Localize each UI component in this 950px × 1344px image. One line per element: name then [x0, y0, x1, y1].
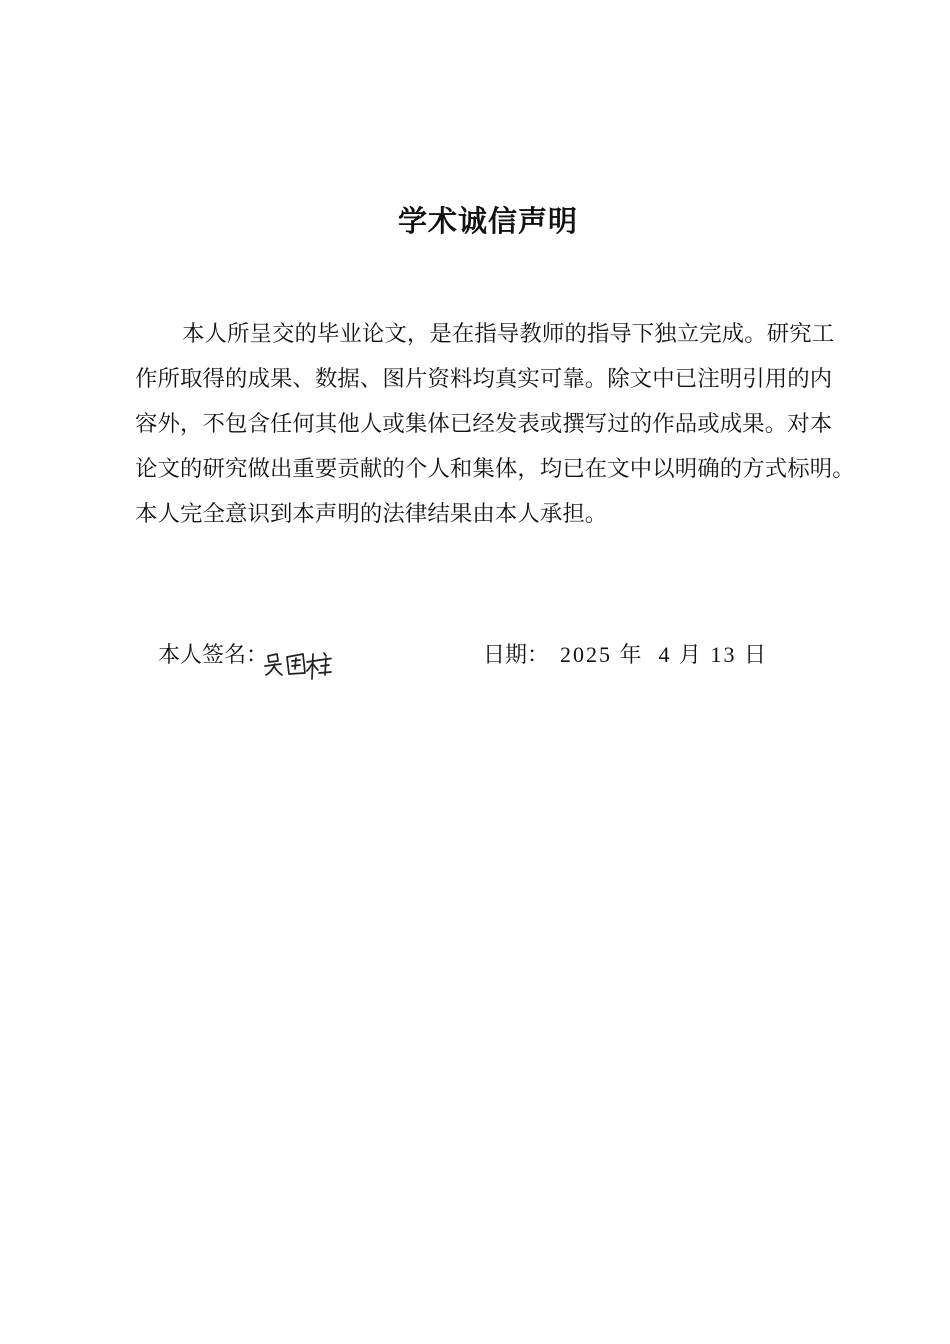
signature-label: 本人签名： [158, 642, 269, 667]
date-label: 日期： [483, 642, 550, 667]
paragraph-line-1: 本人所呈交的毕业论文，是在指导教师的指导下独立完成。研究工 [182, 321, 835, 346]
paragraph-line-3: 容外，不包含任何其他人或集体已经发表或撰写过的作品或成果。对本 [135, 411, 833, 436]
declaration-paragraph [135, 311, 855, 536]
paragraph-line-5: 本人完全意识到本声明的法律结果由本人承担。 [135, 501, 608, 526]
signature-row [0, 640, 950, 700]
declaration-title: 学术诚信声明 [397, 206, 578, 238]
paragraph-line-2: 作所取得的成果、数据、图片资料均真实可靠。除文中已注明引用的内 [135, 366, 833, 391]
date-value: 2025 年 4 月 13 日 [560, 642, 769, 667]
handwritten-signature [263, 648, 335, 686]
paragraph-line-4: 论文的研究做出重要贡献的个人和集体，均已在文中以明确的方式标明。 [135, 456, 855, 481]
